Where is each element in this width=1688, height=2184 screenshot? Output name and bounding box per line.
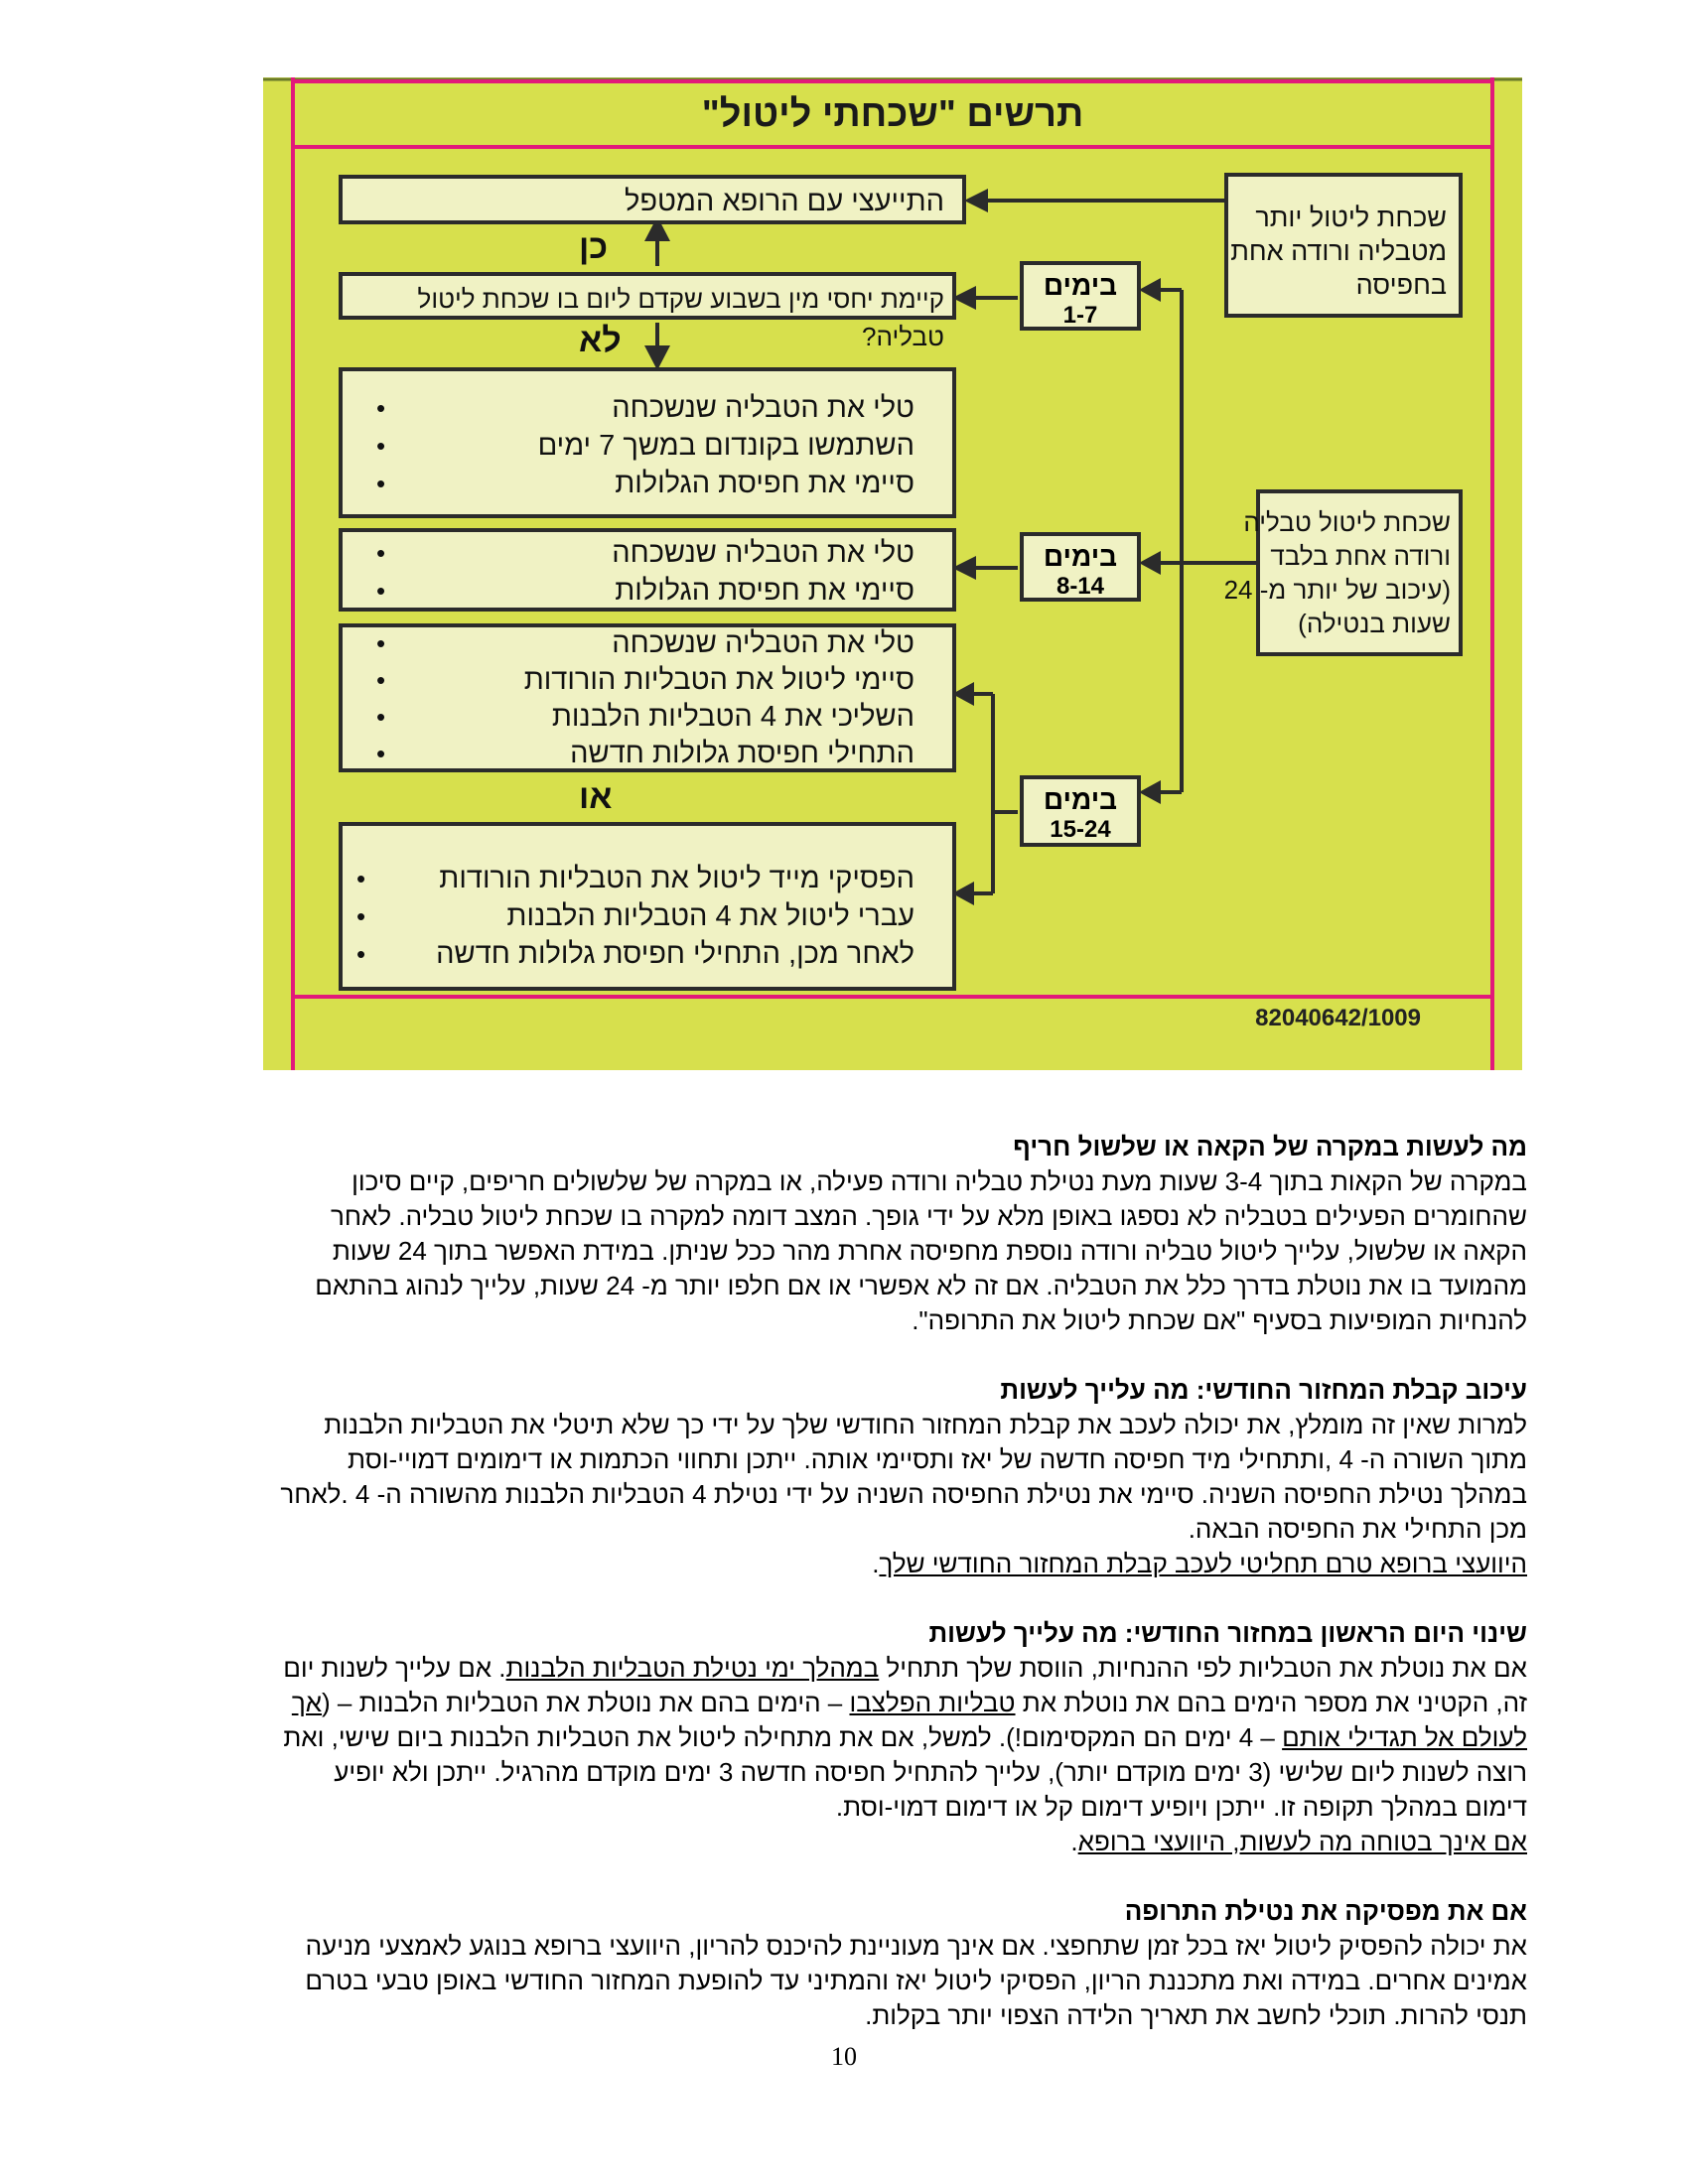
forgot-more-than-one-box [1224, 173, 1463, 318]
flowchart-forgot-pill [263, 77, 1522, 1070]
box-b-item-1: טלי את הטבליה שנשכחה • [378, 534, 914, 572]
section-change-line-4: רוצה לשנות ליום שלישי (3 ימים מוקדם יותר), עלייך להתחיל חפיסה חדשה 3 ימים מוקדם מהרגיל. ייתכן ולא יופיע [334, 1757, 1527, 1787]
section-change-line-2-underlined: טבליות הפלצבו [849, 1688, 1016, 1717]
section-stop-line-3: תנסי להרות. תוכלי לחשב את תאריך הלידה הצפוי יותר בקלות. [865, 2000, 1527, 2030]
section-vomiting [117, 1130, 1527, 1338]
section-vomiting-line-2: שהחומרים הפעילים בטבליה לא נספגו באופן מלא על ידי גופך. המצב דומה למקרה בו שכחת ליטול טבליה. לאחר [331, 1201, 1527, 1231]
section-change-line-3-underlined: לעולם אל תגדילי אותם [1282, 1722, 1527, 1752]
days-15-24-range: 15-24 [1050, 816, 1111, 843]
box-a-item-1: טלי את הטבליה שנשכחה • [378, 389, 914, 427]
section-stop-line-1: את יכולה להפסיק ליטול יאז בכל זמן שתחפצי. אם אינך מעוניינת להיכנס להריון, היוועצי ברופא בנוגע לאמצעי מניעה [305, 1931, 1527, 1961]
days-8-14-range: 8-14 [1055, 573, 1105, 600]
box-b-item-2: סיימי את חפיסת הגלולות • [378, 572, 914, 610]
days-1-7-label: בימים [1043, 270, 1118, 301]
section-change-line-5: דימום במהלך תקופה זו. ייתכן ויופיע דימום קל או דימום דמוי-וסת. [835, 1792, 1527, 1822]
forgot-one-line-4: שעות בנטילה) [1298, 609, 1451, 638]
box-d-item-2: עברי ליטול את 4 הטבליות הלבנות • [358, 897, 914, 935]
instructions-box-a [339, 367, 956, 518]
yes-label: כן [579, 228, 609, 266]
forgot-one-line-2: ורודה אחת בלבד [1270, 541, 1451, 571]
section-delay-consult-underlined: היוועצי ברופא טרם תחליטי לעכב קבלת המחזור החודשי שלך [879, 1549, 1527, 1578]
days-1-7-range: 1-7 [1062, 302, 1098, 329]
section-change-line-2 [117, 1686, 1527, 1720]
box-c-item-2: סיימי ליטול את הטבליות הורודות • [378, 662, 914, 699]
section-change-line-2-a: זה, הקטיני את מספר הימים בהם את נוטלת את [1015, 1688, 1527, 1717]
days-15-24-box [1020, 775, 1141, 847]
box-a-item-2: השתמשו בקונדום במשך 7 ימים • [378, 427, 914, 465]
box-a-item-3: סיימי את חפיסת הגלולות • [378, 465, 914, 502]
box-c-item-3: השליכי את 4 הטבליות הלבנות • [378, 699, 914, 736]
forgot-one-line-3: (עיכוב של יותר מ- 24 [1223, 575, 1451, 605]
instructions-box-b [339, 528, 956, 612]
section-change-line-1-b: . אם עלייך לשנות יום [283, 1653, 506, 1683]
page-number: 10 [831, 2042, 857, 2071]
section-vomiting-line-3: הקאה או שלשול, עלייך ליטול טבליה ורודה נוספת מחפיסה אחרת מהר ככל שניתן. במידת האפשר בתוך 24 שעות [332, 1236, 1527, 1266]
box-c-item-1: טלי את הטבליה שנשכחה • [378, 625, 914, 662]
days-8-14-box [1020, 532, 1141, 602]
or-label: או [579, 778, 613, 816]
section-change-consult-end: . [1070, 1827, 1078, 1856]
box-d-item-1: הפסיקי מייד ליטול את הטבליות הורודות • [358, 860, 914, 897]
section-change-line-3 [117, 1720, 1527, 1755]
days-15-24-label: בימים [1043, 784, 1118, 815]
section-change-line-1-underlined: במהלך ימי נטילת הטבליות הלבנות [505, 1653, 880, 1683]
days-8-14-label: בימים [1043, 541, 1118, 572]
section-delay-consult-end: . [872, 1549, 880, 1578]
section-vomiting-line-1: במקרה של הקאות בתוך 3-4 שעות מעת נטילת טבליה ורודה פעילה, או במקרה של שלשולים חריפים, קיים סיכון [352, 1166, 1527, 1196]
forgot-more-line-2: מטבליה ורודה אחת [1230, 236, 1447, 266]
section-change-line-1-a: אם את נוטלת את הטבליות לפי ההנחיות, הווסת שלך תתחיל [879, 1653, 1527, 1683]
section-vomiting-line-4: מהמועד בו את נוטלת בדרך כלל את הטבליה. אם זה לא אפשרי או אם חלפו יותר מ- 24 שעות, עלייך לנהוג בהתאם [315, 1271, 1527, 1300]
section-vomiting-line-5: להנחיות המופיעות בסעיף "אם שכחת ליטול את התרופה". [912, 1305, 1527, 1335]
section-delay-heading: עיכוב קבלת המחזור החודשי: מה עלייך לעשות [1000, 1375, 1527, 1405]
section-delay-line-3: במהלך נטילת החפיסה השניה. סיימי את נטילת החפיסה השניה על ידי נטילת 4 הטבליות הלבנות מהשורה ה- 4 .לאחר [280, 1479, 1527, 1509]
section-change-heading: שינוי היום הראשון במחזור החודשי: מה עלייך לעשות [928, 1618, 1527, 1648]
box-c-item-4: התחילי חפיסת גלולות חדשה • [378, 736, 914, 772]
chart-code: 82040642/1009 [1255, 1005, 1421, 1031]
section-stop-line-2: אמינים אחרים. במידה ואת מתכננת הריון, הפסיקי ליטול יאז והמתיני עד להופעת המחזור החודשי באופן טבעי בטרם [305, 1966, 1527, 1995]
section-delay-line-4: מכן התחילי את החפיסה הבאה. [1188, 1514, 1527, 1544]
days-1-7-box [1020, 261, 1141, 331]
section-change-consult [117, 1825, 1527, 1859]
instructions-box-d [339, 822, 956, 991]
section-change-line-1 [117, 1651, 1527, 1686]
no-label: לא [579, 322, 622, 359]
forgot-one-line-1: שכחת ליטול טבליה [1243, 507, 1451, 537]
section-delay-consult [117, 1547, 1527, 1581]
box-d-item-3: לאחר מכן, התחילי חפיסת גלולות חדשה • [358, 935, 914, 973]
section-change-line-2-underlined-2: אך [291, 1688, 323, 1717]
instructions-box-c [339, 623, 956, 772]
chart-title: תרשים "שכחתי ליטול" [701, 93, 1084, 135]
section-vomiting-heading: מה לעשות במקרה של הקאה או שלשול חריף [1013, 1132, 1527, 1161]
forgot-more-line-1: שכחת ליטול יותר [1255, 203, 1447, 232]
section-change-consult-underlined: אם אינך בטוחה מה לעשות, היוועצי ברופא [1077, 1827, 1527, 1856]
consult-doctor-text: התייעצי עם הרופא המטפל [624, 186, 944, 217]
section-change-first-day [117, 1616, 1527, 1859]
section-delay-period [117, 1373, 1527, 1581]
document-body [117, 1130, 1527, 2068]
section-delay-line-2: מתוך השורה ה- 4 ,ותתחילי מיד חפיסה חדשה של יאז ותסיימי אותה. ייתכן ותחווי הכתמות או דימומים דמויי-וסת [348, 1444, 1527, 1474]
section-change-line-2-b: – הימים בהם את נוטלת את הטבליות הלבנות – ( [322, 1688, 850, 1717]
section-change-line-3-b: – 4 ימים הם המקסימום!). למשל, אם את מתחילה ליטול את הטבליות הלבנות ביום שישי, ואת [283, 1722, 1283, 1752]
question-text: קיימת יחסי מין בשבוע שקדם ליום בו שכחת ליטול טבליה? [417, 284, 944, 351]
forgot-one-box [1223, 489, 1463, 656]
section-stop-medication [117, 1894, 1527, 2033]
section-delay-line-1: למרות שאין זה מומלץ, את יכולה לעכב את קבלת המחזור החודשי שלך על ידי כך שלא תיטלי את הטבליות הלבנות [324, 1410, 1527, 1439]
consult-doctor-box [339, 175, 966, 224]
forgot-more-line-3: בחפיסה [1355, 270, 1447, 300]
section-stop-heading: אם את מפסיקה את נטילת התרופה [1124, 1896, 1527, 1926]
